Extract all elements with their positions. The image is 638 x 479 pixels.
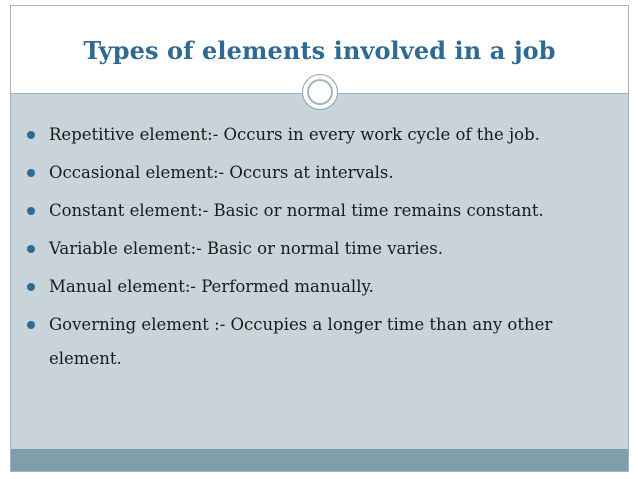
bullet-item-repetitive [25, 118, 620, 152]
bullet-icon [27, 321, 35, 329]
bullet-icon [27, 245, 35, 253]
bullet-icon [27, 131, 35, 139]
bullet-text: Variable element:- Basic or normal time varies. [49, 239, 444, 258]
bullet-icon [27, 169, 35, 177]
bullet-text: Manual element:- Performed manually. [49, 277, 374, 296]
bullet-item-variable [25, 232, 620, 266]
bullet-item-governing [25, 308, 620, 376]
content-area [11, 94, 628, 449]
bullet-text: Constant element:- Basic or normal time remains constant. [49, 201, 544, 220]
divider-inner-circle [307, 79, 333, 105]
bullet-item-constant [25, 194, 620, 228]
bullet-icon [27, 283, 35, 291]
bullet-text: Occasional element:- Occurs at intervals. [49, 163, 394, 182]
bullet-item-manual [25, 270, 620, 304]
bullet-text: Governing element :- Occupies a longer time than any other element. [49, 315, 553, 368]
bullet-text: Repetitive element:- Occurs in every work cycle of the job. [49, 125, 540, 144]
slide-title: Types of elements involved in a job [83, 36, 556, 65]
divider-circle-icon [302, 74, 338, 110]
footer-bar [11, 449, 628, 471]
slide-frame [10, 5, 629, 472]
bullet-icon [27, 207, 35, 215]
bullet-item-occasional [25, 156, 620, 190]
bullet-list [25, 118, 620, 380]
